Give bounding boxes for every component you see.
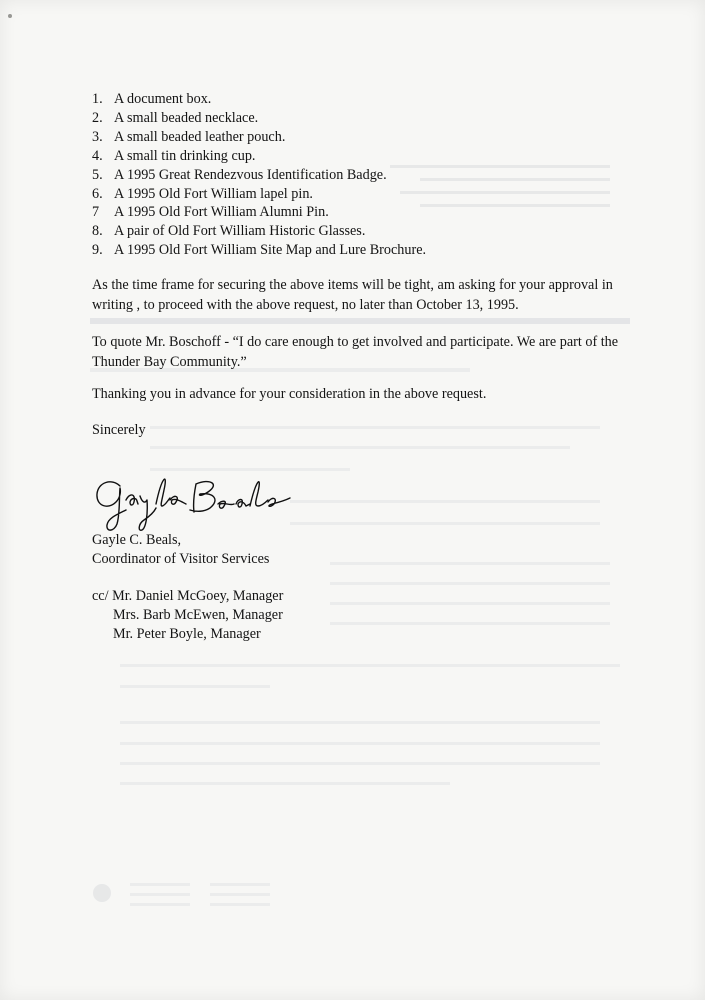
list-item: 9. A 1995 Old Fort William Site Map and Lure Brochure. — [92, 242, 427, 259]
timeframe-paragraph: As the time frame for securing the above items will be tight, am asking for your approval in writing , to proceed with the above request, no later than October 13, 1995. — [92, 277, 613, 313]
closing-salutation: Sincerely — [92, 422, 146, 438]
quote-paragraph: To quote Mr. Boschoff - “I do care enough to get involved and participate. We are part of the Thunder Bay Community.” — [92, 334, 619, 370]
list-item: 5. A 1995 Great Rendezvous Identification Badge. — [92, 166, 387, 183]
list-item: 2. A small beaded necklace. — [92, 109, 259, 126]
corner-speck — [8, 14, 12, 18]
list-item: 7 A 1995 Old Fort William Alumni Pin. — [92, 204, 329, 221]
thanks-paragraph: Thanking you in advance for your consideration in the above request. — [92, 386, 487, 402]
signer-name: Gayle C. Beals, — [92, 532, 182, 548]
signature-block — [92, 531, 269, 569]
list-item: 1. A document box. — [92, 91, 212, 107]
list-item: 3. A small beaded leather pouch. — [92, 128, 286, 145]
handwritten-signature — [90, 470, 300, 536]
signer-title: Coordinator of Visitor Services — [92, 551, 270, 568]
cc-line: cc/ Mr. Daniel McGoey, Manager — [92, 588, 284, 604]
list-item: 8. A pair of Old Fort William Historic Glasses. — [92, 223, 366, 240]
cc-line: Mrs. Barb McEwen, Manager — [113, 607, 283, 624]
cc-line: Mr. Peter Boyle, Manager — [113, 626, 261, 643]
list-item: 6. A 1995 Old Fort William lapel pin. — [92, 185, 313, 202]
cc-list — [92, 587, 283, 645]
item-list — [92, 90, 426, 260]
list-item: 4. A small tin drinking cup. — [92, 147, 256, 164]
